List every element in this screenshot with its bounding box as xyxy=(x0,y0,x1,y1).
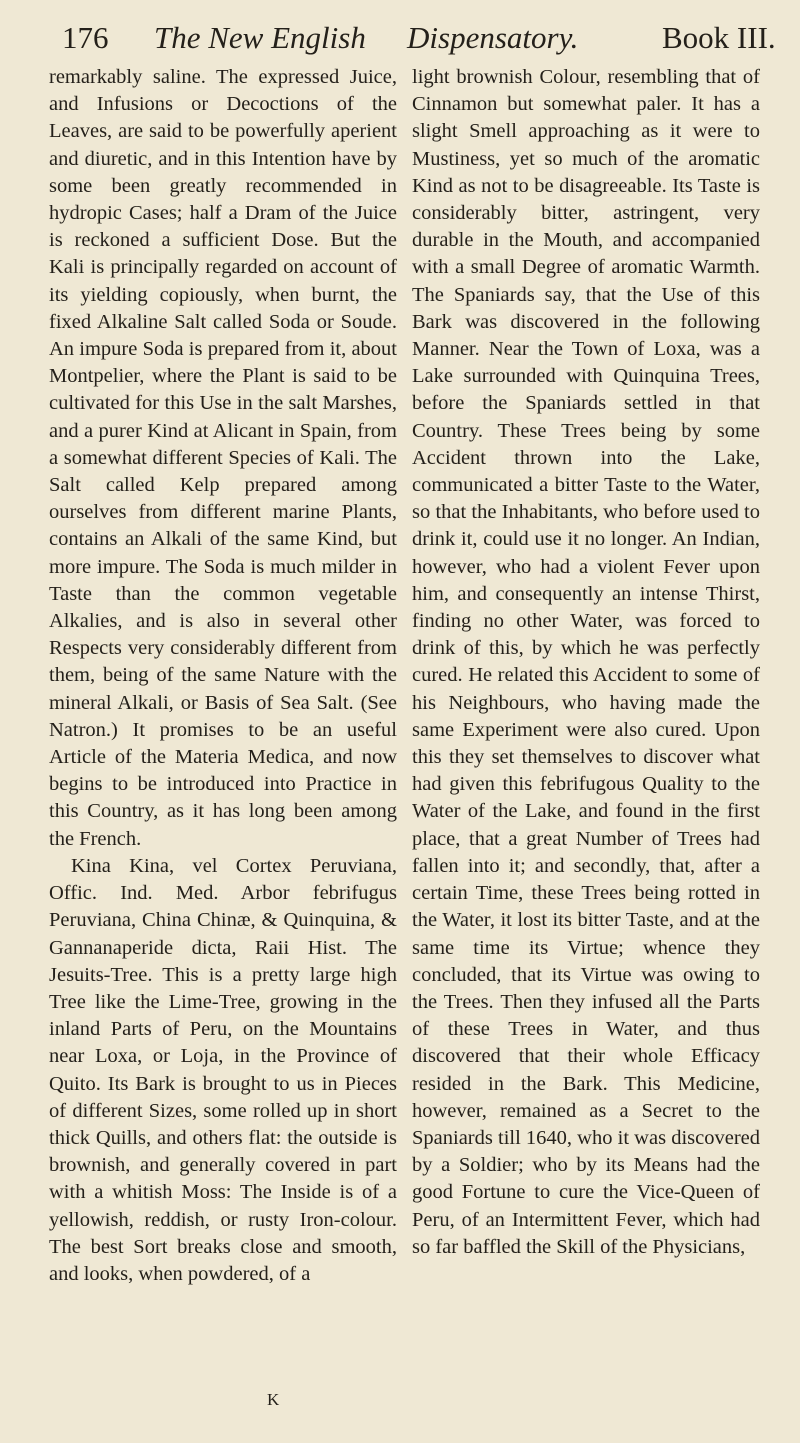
left-text-column xyxy=(49,64,397,1288)
right-text-column xyxy=(412,64,760,1261)
header-title-left: The New English xyxy=(154,20,366,55)
signature-mark: K xyxy=(267,1390,280,1409)
running-header xyxy=(62,16,776,60)
header-book-label: Book III. xyxy=(662,20,776,55)
paragraph-kina-kina: Kina Kina, vel Cortex Peruviana, Offic. Ind. Med. Arbor febrifugus Peruviana, China Chinæ, & Quinquina, & Gannanaperide dicta, Raii Hist. The Jesuits-Tree. This is a pretty large high Tree like the Lime-Tree, growing in the inland Parts of Peru, on the Mountains near Loxa, or Loja, in the Province of Quito. Its Bark is brought to us in Pieces of different Sizes, some rolled up in short thick Quills, and others flat: the outside is brownish, and generally covered in part with a whitish Moss: The Inside is of a yellowish, reddish, or rusty Iron-colour. The best Sort breaks close and smooth, and looks, when powdered, of a xyxy=(49,854,397,1285)
paragraph-kali: remarkably saline. The expressed Juice, and Infusions or Decoctions of the Leaves, are said to be powerfully aperient and diuretic, and in this Intention have by some been greatly recommended in hydropic Cases; half a Dram of the Juice is reckoned a sufficient Dose. But the Kali is principally regarded on account of its yielding copiously, when burnt, the fixed Alkaline Salt called Soda or Soude. An impure Soda is prepared from it, about Montpelier, where the Plant is said to be cultivated for this Use in the salt Marshes, and a purer Kind at Alicant in Spain, from a somewhat different Species of Kali. The Salt called Kelp prepared among ourselves from different marine Plants, contains an Alkali of the same Kind, but more impure. The Soda is much milder in Taste than the common vegetable Alkalies, and is also in several other Respects very considerably different from them, being of the same Nature with the mineral Alkali, or Basis of Sea Salt. (See Natron.) It promises to be an useful Article of the Materia Medica, and now begins to be introduced into Practice in this Country, as it has long been among the French. xyxy=(49,66,397,850)
paragraph-bark-discovery: light brownish Colour, resembling that of Cinnamon but somewhat paler. It has a slight Smell approaching as it were to Mustiness, yet so much of the aromatic Kind as not to be disagreeable. Its Taste is considerably bitter, astringent, very durable in the Mouth, and accompanied with a small Degree of aromatic Warmth. The Spaniards say, that the Use of this Bark was discovered in the following Manner. Near the Town of Loxa, was a Lake surrounded with Quinquina Trees, before the Spaniards settled in that Country. These Trees being by some Accident thrown into the Lake, communicated a bitter Taste to the Water, so that the Inhabitants, who before used to drink it, could use it no longer. An Indian, however, who had a violent Fever upon him, and consequently an intense Thirst, finding no other Water, was forced to drink of this, by which he was perfectly cured. He related this Accident to some of his Neighbours, who having made the same Experiment were also cured. Upon this they set themselves to discover what had given this febrifugous Quality to the Water of the Lake, and found in the first place, that a great Number of Trees had fallen into it; and secondly, that, after a certain Time, these Trees being rotted in the Water, it lost its bitter Taste, and at the same time its Virtue; whence they concluded, that its Virtue was owing to the Trees. Then they infused all the Parts of these Trees in Water, and thus discovered that their whole Efficacy resided in the Bark. This Medicine, however, remained as a Secret to the Spaniards till 1640, who it was discovered by a Soldier; who by its Means had the good Fortune to cure the Vice-Queen of Peru, of an Intermittent Fever, which had so far baffled the Skill of the Physicians, xyxy=(412,66,760,1258)
header-title-right: Dispensatory. xyxy=(407,20,579,55)
page-number: 176 xyxy=(62,20,109,55)
